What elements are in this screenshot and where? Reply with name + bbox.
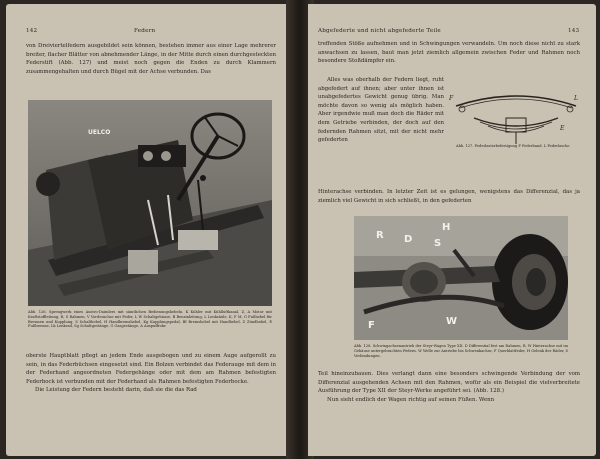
running-head-left: Federn (134, 28, 156, 34)
right-paragraph-top: treffenden Stöße aufnehmen und in Schwingungen verwandeln. Um noch diese nicht zu stark anwachsen zu lassen, baut man jetzt ziemlich allgemein zwischen Feder und Rahmen noch besondere Stoßdämpfer ein. (318, 41, 580, 65)
photo-label-s: S (434, 238, 442, 249)
right-text-full (318, 188, 580, 205)
right-text-top (318, 40, 580, 66)
left-page (6, 4, 292, 456)
swing-axle-illustration (354, 216, 568, 340)
figure-126-caption: Abb. 126. Sprengwerk eines Austro-Daimlers mit sämtlichen Bedienungshebeln. K Kühler mit Kühlluftkanal, Z, A Motor mit Kraftstoffleitung, R, S Rahmen, V Vorderachse mit Feder, L W Schaltgehäuse, B Benzinleitung, L Lenksäule, K, F M, G Fußhebel für Bremsen und Kupplung, S Schalthebel, H Handbremshebel, Kg Kupplungspedal, Bf Bremshebel mit Handhebel, Z Zündhebel, E Fußbremse, Lk Lenkrad, Sg Schaltgestänge, G Gasgestänge, A Auspuffrohr. (28, 310, 272, 329)
left-text-top (26, 42, 276, 76)
running-head-right: Abgefederte und nicht abgefederte Teile (318, 28, 441, 34)
photo-label-f: F (368, 320, 375, 331)
figure-128-caption: Abb. 128. Schwingachsenantrieb der Steyr-Wagen Type XII. D Differential fest am Rahmen, R, W Hinterachse mit im Gehäuse untergebrachten Federn. W Welle zur Antriebe bis Schwenkachse, F Querblattfeder, H Gelenk der Räder, S Verbindungen. (354, 344, 568, 358)
left-paragraph-top: von Dreiviertelfedern ausgebildet sein können, bestehen immer aus einer Lage mehrerer breiter, flacher Blätter von abnehmender Länge, in der Mitte durch einen durchgesteckten Federstift (Abb. 127) und meist noch gegen die Enden zu durch Klammern zusammengehalten und durch Bügel mit der Achse verbunden. Das (26, 43, 276, 75)
figure-127-caption: Abb. 127. Federlasterbefestigung F Federband, L Federlasche (456, 144, 570, 148)
right-page (308, 4, 596, 456)
right-paragraph-bottom-1: Teil hineinzubauen. Dies verlangt dann eine besonders schwingende Verbindung der vom Differenzial ausgehenden Achsen mit den Rahmen, wofür als ein Beispiel die vielverbreitete Ausführung der Type XII der Steyr-Werke angeführt sei. (Abb. 128.) (318, 371, 580, 395)
left-paragraph-bottom-2: Die Leistung der Federn besteht darin, daß sie die das Rad (35, 387, 197, 394)
figure-127-diagram (448, 78, 584, 158)
photo-label-h: H (442, 222, 451, 233)
car-chassis-illustration (28, 100, 272, 306)
photo-label-uelco: UELCO (88, 129, 111, 136)
page-number-left: 142 (26, 28, 38, 34)
photo-label-r: R (376, 230, 384, 241)
diagram-label-f: F (449, 95, 454, 102)
photo-label-w: W (446, 316, 458, 327)
right-text-bottom (318, 370, 580, 404)
right-paragraph-wrap: Alles was oberhalb der Federn liegt, ruht abgefedert auf ihnen; aber unter ihnen ist unabgefedertes Gewicht genug übrig. Man möchte davon so wenig als möglich haben. Aber irgendwie muß man doch die Räder mit dem Getriebe verbinden, der doch auf den federnden Rahmen sitzt, mit der nicht mehr gefederten (318, 77, 444, 144)
right-paragraph-full: Hinterachse verbinden. In letzter Zeit ist es gelungen, wenigstens das Differenzial, das ja ziemlich viel Gewicht in sich schließt, in den gefederten (318, 189, 580, 204)
figure-128-photo (354, 216, 568, 340)
figure-126-photo (28, 100, 272, 306)
right-text-wrap (318, 76, 444, 145)
right-paragraph-bottom-2: Nun sieht endlich der Wagen richtig auf seinen Füßen. Wenn (327, 396, 495, 403)
diagram-label-l: L (574, 95, 578, 102)
left-paragraph-bottom-1: oberste Hauptblatt pflegt an jedem Ende ausgebogen und zu einem Auge aufgerollt zu sein, in das Federbüchsen eingesetzt sind. Ein Bolzen verbindet das Federauge mit dem in der Federhand angeordneten Federgehänge oder mit dem am Rahmen befestigten Federbock ist verbunden mit der Federhand als Rahmen befestigten Federbocke. (26, 353, 276, 385)
photo-label-d: D (404, 234, 413, 245)
left-text-bottom (26, 352, 276, 395)
page-number-right: 143 (568, 28, 580, 34)
diagram-label-e: E (560, 125, 565, 132)
